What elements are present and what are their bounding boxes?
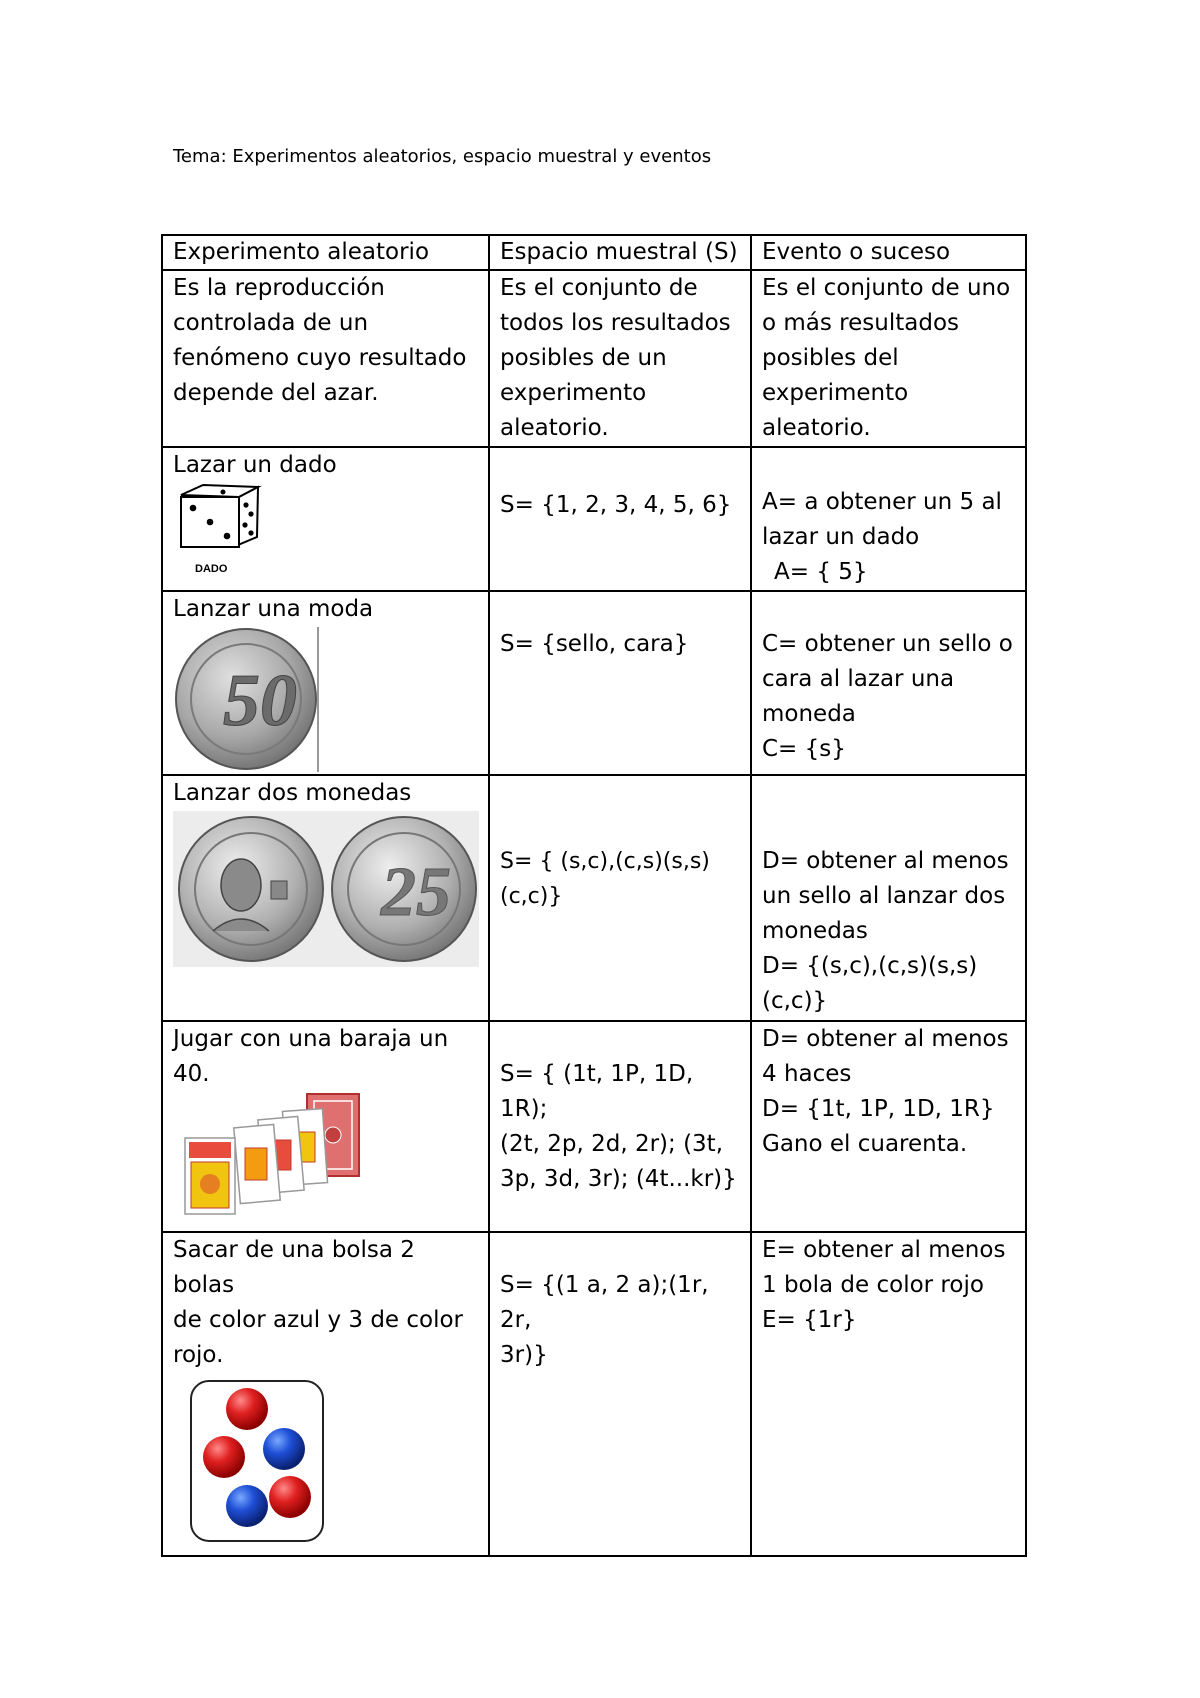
definition-event: Es el conjunto de uno o más resultados posibles del experimento aleatorio. [751,270,1026,447]
experiment-cell [162,1021,489,1232]
sample-space-text: S= {(1 a, 2 a);(1r, 2r, [500,1272,709,1333]
experiment-text: 40. [173,1061,210,1087]
cards-image [175,1092,375,1216]
two-coins-image [173,811,479,967]
event-line: A= { 5} [774,559,868,585]
sample-space-cell [489,447,751,591]
event-line: (c,c)} [762,988,828,1014]
experiments-table [161,234,1027,1557]
event-line: monedas [762,918,868,944]
coin-value: 25 [381,854,451,931]
event-line: 1 bola de color rojo [762,1272,984,1298]
table-row [162,270,1026,447]
coin-image [173,627,333,772]
sample-space-text: S= {sello, cara} [500,631,689,657]
event-line: D= obtener al menos [762,848,1009,874]
event-line: D= obtener al menos [762,1026,1009,1052]
sample-space-cell [489,591,751,775]
header-experiment: Experimento aleatorio [162,235,489,270]
event-line: A= a obtener un 5 al [762,489,1002,515]
event-line: E= obtener al menos [762,1237,1006,1263]
definition-sample-space: Es el conjunto de todos los resultados posibles de un experimento aleatorio. [489,270,751,447]
event-cell [751,1232,1026,1556]
header-sample-space: Espacio muestral (S) [489,235,751,270]
table-row [162,1021,1026,1232]
page-title: Tema: Experimentos aleatorios, espacio muestral y eventos [173,146,712,167]
event-line: C= {s} [762,736,846,762]
table-row [162,1232,1026,1556]
sample-space-text: (2t, 2p, 2d, 2r); (3t, [500,1131,724,1157]
event-line: lazar un dado [762,524,920,550]
event-line: 4 haces [762,1061,852,1087]
experiment-text: Sacar de una bolsa 2 bolas [173,1237,415,1298]
experiment-text: de color azul y 3 de color [173,1307,464,1333]
event-cell [751,447,1026,591]
experiment-cell [162,1232,489,1556]
event-cell [751,1021,1026,1232]
event-line: moneda [762,701,856,727]
event-line: C= obtener un sello o [762,631,1013,657]
experiment-text: Lanzar dos monedas [173,780,412,806]
table-row [162,591,1026,775]
experiment-cell [162,447,489,591]
sample-space-cell [489,775,751,1021]
event-cell [751,591,1026,775]
experiment-text: rojo. [173,1342,224,1368]
sample-space-text: 3r)} [500,1342,548,1368]
header-event: Evento o suceso [751,235,1026,270]
sample-space-cell [489,1232,751,1556]
table-header-row [162,235,1026,270]
event-line: un sello al lanzar dos [762,883,1006,909]
experiment-text: Lanzar una moda [173,596,374,622]
sample-space-text: S= {1, 2, 3, 4, 5, 6} [500,492,732,518]
dice-caption: DADO [195,563,228,575]
table-row [162,447,1026,591]
experiment-text: Lazar un dado [173,452,337,478]
experiment-cell [162,775,489,1021]
table-row [162,775,1026,1021]
sample-space-text: 3p, 3d, 3r); (4t...kr)} [500,1166,737,1192]
event-cell [751,775,1026,1021]
event-line: D= {1t, 1P, 1D, 1R} [762,1096,995,1122]
sample-space-cell [489,1021,751,1232]
sample-space-text: S= { (1t, 1P, 1D, 1R); [500,1061,694,1122]
dice-image [173,483,283,578]
balls-image [189,1379,349,1555]
coin-value: 50 [223,660,297,742]
definition-experiment: Es la reproducción controlada de un fenómeno cuyo resultado depende del azar. [162,270,489,447]
event-line: D= {(s,c),(c,s)(s,s) [762,953,978,979]
event-line: cara al lazar una [762,666,955,692]
experiment-text: Jugar con una baraja un [173,1026,449,1052]
experiment-cell [162,591,489,775]
event-line: Gano el cuarenta. [762,1131,968,1157]
sample-space-text: S= { (s,c),(c,s)(s,s)(c,c)} [500,849,710,909]
event-line: E= {1r} [762,1307,857,1333]
